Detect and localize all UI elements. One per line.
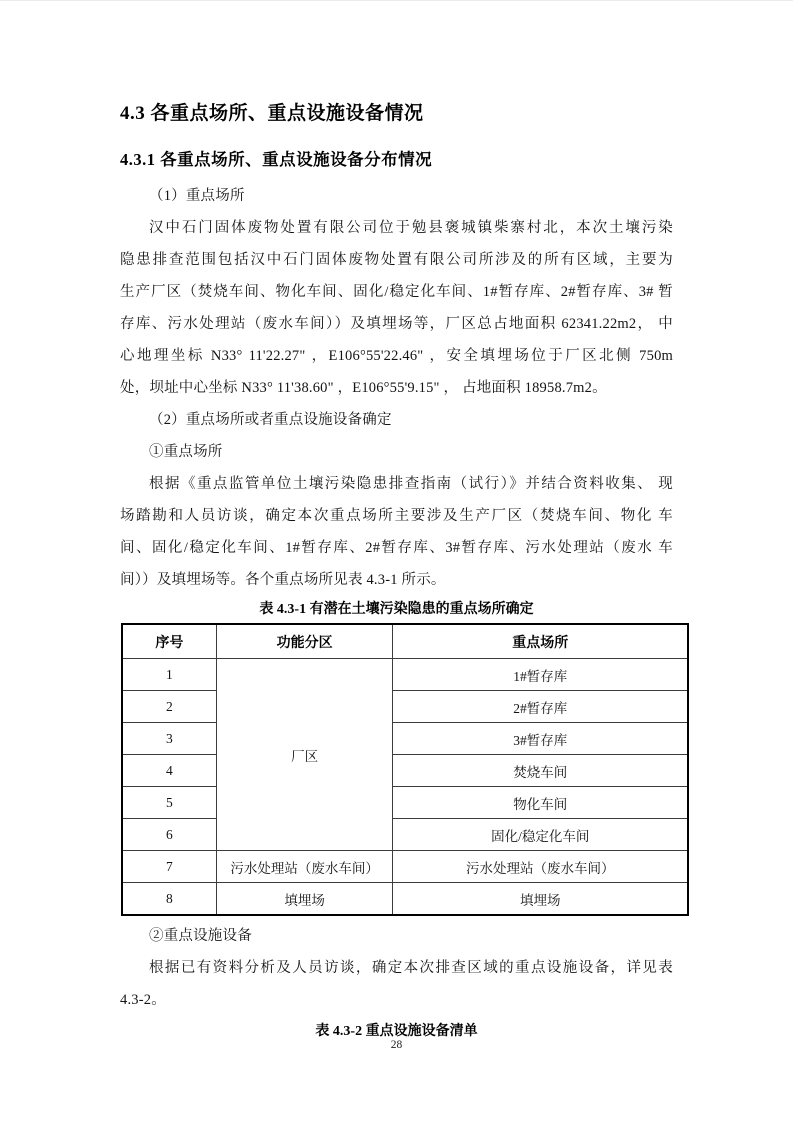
cell-no: 1 — [122, 659, 216, 691]
cell-site: 1#暂存库 — [393, 659, 688, 691]
cell-no: 4 — [122, 755, 216, 787]
key-sites-table — [121, 623, 689, 916]
cell-zone: 污水处理站（废水车间） — [216, 851, 393, 883]
table-row — [122, 691, 688, 723]
cell-no: 7 — [122, 851, 216, 883]
paragraph-line: 存库、污水处理站（废水车间））及填埋场等，厂区总占地面积 62341.22m2， 中 — [120, 316, 673, 332]
cell-no: 2 — [122, 691, 216, 723]
cell-site: 污水处理站（废水车间） — [393, 851, 688, 883]
table-4-3-2-caption: 表 4.3-2 重点设施设备清单 — [315, 1024, 478, 1039]
table-4-3-1-caption: 表 4.3-1 有潜在土壤污染隐患的重点场所确定 — [259, 602, 534, 617]
table-row — [122, 819, 688, 851]
paragraph-line: 生产厂区（焚烧车间、物化车间、固化/稳定化车间、1#暂存库、2#暂存库、3# 暂 — [120, 284, 673, 300]
cell-site: 2#暂存库 — [393, 691, 688, 723]
cell-no: 8 — [122, 883, 216, 916]
table-row — [122, 883, 688, 916]
cell-no: 3 — [122, 723, 216, 755]
page-content — [0, 101, 793, 1044]
sub-item-1-label: ①重点场所 — [149, 444, 223, 460]
subsection-heading-4-3-1: 4.3.1 各重点场所、重点设施设备分布情况 — [120, 150, 433, 169]
list-item-2-label: （2）重点场所或者重点设施设备确定 — [149, 412, 392, 428]
cell-site: 填埋场 — [393, 883, 688, 916]
column-header-site: 重点场所 — [393, 624, 688, 659]
cell-site: 焚烧车间 — [393, 755, 688, 787]
cell-zone: 填埋场 — [216, 883, 393, 916]
paragraph-line: 4.3-2。 — [120, 992, 166, 1008]
page-number: 28 — [390, 1039, 403, 1051]
sub-item-2-label: ②重点设施设备 — [149, 928, 252, 944]
list-item-1-label: （1）重点场所 — [149, 188, 245, 204]
cell-no: 5 — [122, 787, 216, 819]
section-heading-4-3: 4.3 各重点场所、重点设施设备情况 — [120, 103, 424, 124]
paragraph-line: 根据已有资料分析及人员访谈，确定本次排查区域的重点设施设备，详见表 — [149, 960, 673, 976]
paragraph-line: 场踏勘和人员访谈，确定本次重点场所主要涉及生产厂区（焚烧车间、物化 车 — [120, 508, 673, 524]
paragraph-line: 根据《重点监管单位土壤污染隐患排查指南（试行）》并结合资料收集、 现 — [149, 476, 673, 492]
cell-site: 3#暂存库 — [393, 723, 688, 755]
column-header-zone: 功能分区 — [216, 624, 393, 659]
table-header-row — [122, 624, 688, 659]
cell-site: 物化车间 — [393, 787, 688, 819]
paragraph-line: 汉中石门固体废物处置有限公司位于勉县褒城镇柴寨村北，本次土壤污染 — [149, 220, 673, 236]
paragraph-line: 隐患排查范围包括汉中石门固体废物处置有限公司所涉及的所有区域，主要为 — [120, 252, 673, 268]
table-row — [122, 755, 688, 787]
table-row — [122, 787, 688, 819]
table-row — [122, 659, 688, 691]
paragraph-line: 心地理坐标 N33° 11'22.27" ，E106°55'22.46" ，安全填埋场位于厂区北侧 750m — [120, 348, 673, 364]
cell-site: 固化/稳定化车间 — [393, 819, 688, 851]
paragraph-line: 间））及填埋场等。各个重点场所见表 4.3-1 所示。 — [120, 572, 446, 588]
table-row — [122, 723, 688, 755]
cell-no: 6 — [122, 819, 216, 851]
table-row — [122, 851, 688, 883]
paragraph-line: 处，坝址中心坐标 N33° 11'38.60" ，E106°55'9.15" ， 占地面积 18958.7m2。 — [120, 380, 607, 396]
paragraph-line: 间、固化/稳定化车间、1#暂存库、2#暂存库、3#暂存库、污水处理站（废水 车 — [120, 540, 673, 556]
column-header-no: 序号 — [122, 624, 216, 659]
cell-zone-merged: 厂区 — [216, 659, 393, 851]
